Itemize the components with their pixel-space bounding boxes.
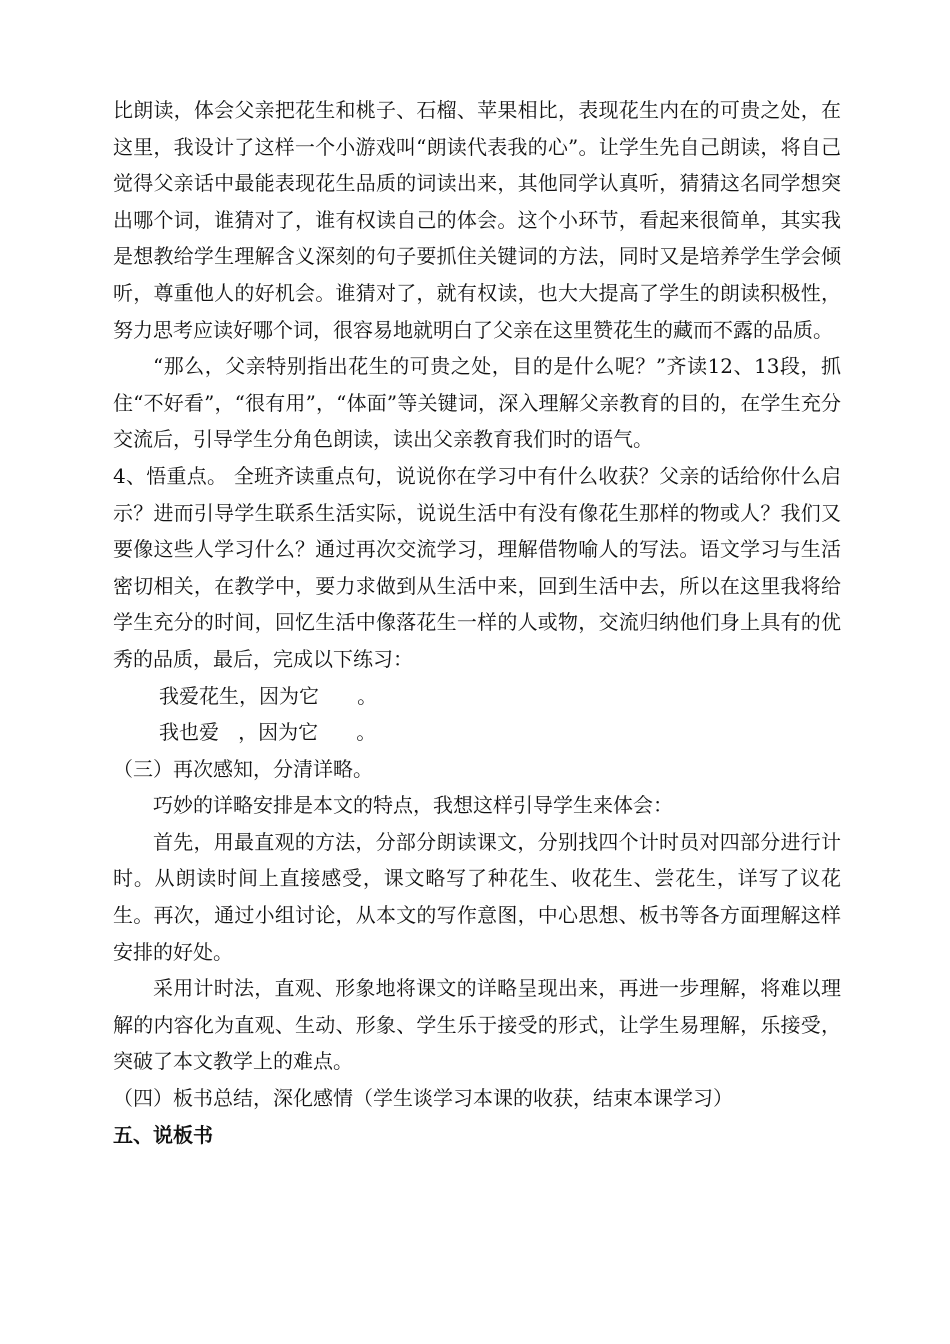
paragraph-detail-intro: 巧妙的详略安排是本文的特点，我想这样引导学生来体会： — [153, 793, 673, 818]
paragraph-timing-method: 首先，用最直观的方法，分部分朗读课文，分别找四个计时员对四部分进行计时。从朗读时间上直接感受，课文略写了种花生、收花生、尝花生，详写了议花生。再次，通过小组讨论，从本文的写作意图，中心思想、板书等各方面理解这样安排的好处。 — [113, 829, 841, 964]
section-heading-four: （四）板书总结，深化感情（学生谈学习本课的收获，结束本课学习） — [113, 1086, 733, 1111]
exercise-line-1: 我爱花生，因为它 。 — [159, 683, 378, 708]
paragraph-father-purpose: “那么，父亲特别指出花生的可贵之处，目的是什么呢？”齐读12、13段，抓住“不好看”，“很有用”，“体面”等关键词，深入理解父亲教育的目的，在学生充分交流后，引导学生分角色朗读，读出父亲教育我们时的语气。 — [113, 354, 841, 452]
section-heading-three: （三）再次感知，分清详略。 — [113, 756, 373, 781]
exercise-line-2: 我也爱 ，因为它 。 — [159, 720, 377, 745]
section-heading-five: 五、说板书 — [113, 1122, 213, 1147]
paragraph-key-point: 4、悟重点。 全班齐读重点句，说说你在学习中有什么收获？父亲的话给你什么启示？进而引导学生联系生活实际，说说生活中有没有像花生那样的物或人？我们又要像这些人学习什么？通过再次交流学习，理解借物喻人的写法。语文学习与生活密切相关，在教学中，要力求做到从生活中来，回到生活中去，所以在这里我将给学生充分的时间，回忆生活中像落花生一样的人或物，交流归纳他们身上具有的优秀的品质，最后，完成以下练习： — [113, 463, 841, 671]
document-body — [113, 92, 841, 1153]
paragraph-timing-result: 采用计时法，直观、形象地将课文的详略呈现出来，再进一步理解，将难以理解的内容化为直观、生动、形象、学生乐于接受的形式，让学生易理解，乐接受，突破了本文教学上的难点。 — [113, 976, 841, 1074]
paragraph-reading-game: 比朗读，体会父亲把花生和桃子、石榴、苹果相比，表现花生内在的可贵之处，在这里，我设计了这样一个小游戏叫“朗读代表我的心”。让学生先自己朗读，将自己觉得父亲话中最能表现花生品质的词读出来，其他同学认真听，猜猜这名同学想突出哪个词，谁猜对了，谁有权读自己的体会。这个小环节，看起来很简单，其实我是想教给学生理解含义深刻的句子要抓住关键词的方法，同时又是培养学生学会倾听，尊重他人的好机会。谁猜对了，就有权读，也大大提高了学生的朗读积极性，努力思考应读好哪个词，很容易地就明白了父亲在这里赞花生的藏而不露的品质。 — [113, 98, 841, 342]
